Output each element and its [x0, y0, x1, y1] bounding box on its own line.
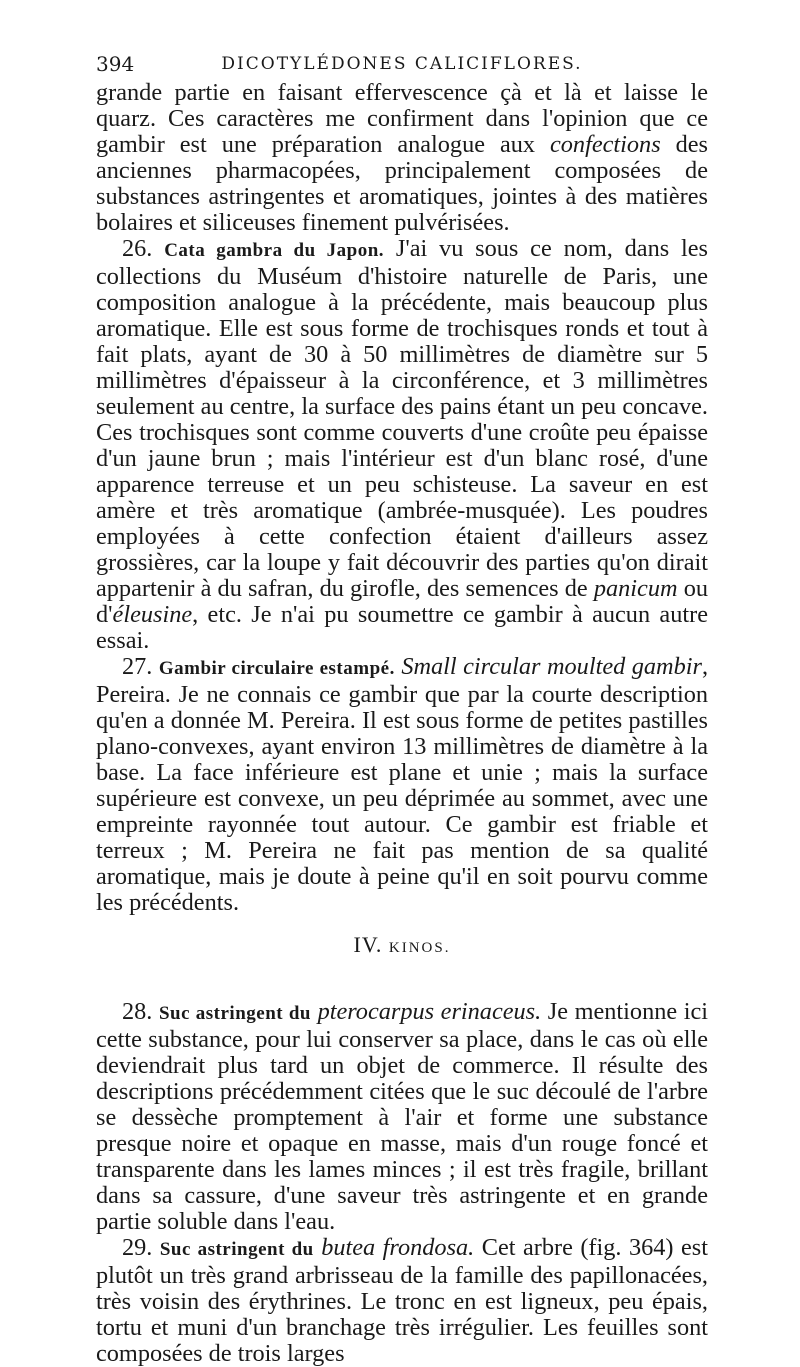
running-title: DICOTYLÉDONES CALICIFLORES.	[221, 54, 583, 74]
entry-number: 26.	[122, 235, 153, 262]
paragraph-intro	[96, 80, 708, 236]
paragraph-26	[96, 236, 708, 654]
page-number: 394	[96, 52, 135, 76]
text-run: des anciennes pharmacopées, principalement composées de substances astringentes et aromatiques, jointes à des matières bolaires et siliceuses finement pulvérisées.	[96, 131, 708, 236]
entry-heading: Suc astringent du	[158, 1003, 311, 1024]
italic-term: Small circular moulted gambir	[401, 653, 702, 680]
body-text	[96, 80, 708, 1367]
text-run: Cet arbre (fig. 364) est plutôt un très grand arbrisseau de la famille des papillonacées, très voisin des érythrines. Le tronc en est ligneux, peu épais, tortu et muni d'un branchage très irrégulier. Les feuilles sont composées de trois larges	[96, 1234, 708, 1367]
section-numeral: IV.	[353, 932, 383, 957]
running-header	[96, 46, 708, 80]
section-title: KINOS.	[388, 940, 451, 956]
section-heading	[96, 932, 708, 961]
paragraph-29	[96, 1235, 708, 1367]
italic-term: butea frondosa.	[321, 1234, 475, 1261]
italic-term: pterocarpus erinaceus.	[317, 998, 542, 1025]
paragraph-27	[96, 654, 708, 916]
italic-term: confections	[550, 131, 661, 158]
entry-heading: Gambir circulaire estampé.	[158, 658, 395, 679]
italic-term: éleusine	[112, 601, 193, 628]
text-run: J'ai vu sous ce nom, dans les collections du Muséum d'histoire naturelle de Paris, une composition analogue à la précédente, mais beaucoup plus aromatique. Elle est sous forme de trochisques ronds et tout à fait plats, ayant de 30 à 50 millimètres de diamètre sur 5 millimètres d'épaisseur à la circonférence, et 3 millimètres seulement au centre, la surface des pains étant un peu concave. Ces trochisques sont comme couverts d'une croûte peu épaisse d'un jaune brun ; mais l'intérieur est d'un blanc rosé, d'une apparence terreuse et un peu schisteuse. La saveur en est amère et très aromatique (ambrée-musquée). Les poudres employées à cette confection étaient d'ailleurs assez grossières, car la loupe y fait découvrir des parties qu'on dirait appartenir à du safran, du girofle, des semences de	[96, 235, 708, 602]
text-run: , Pereira. Je ne connais ce gambir que par la courte description qu'en a donnée M. Pereira. Il est sous forme de petites pastilles plano-convexes, ayant environ 13 millimètres de diamètre à la base. La face inférieure est plane et unie ; mais la surface supérieure est convexe, un peu déprimée au sommet, avec une empreinte rayonnée tout autour. Ce gambir est friable et terreux ; M. Pereira ne fait pas mention de sa qualité aromatique, mais je doute à peine qu'il en soit pourvu comme les précédents.	[96, 653, 709, 916]
text-run: , etc. Je n'ai pu soumettre ce gambir à aucun autre essai.	[96, 601, 708, 654]
italic-term: panicum	[593, 575, 678, 602]
text-run: Je mentionne ici cette substance, pour lui conserver sa place, dans le cas où elle deviendrait plus tard un objet de commerce. Il résulte des descriptions précédemment citées que le suc découlé de l'arbre se dessèche promptement à l'air et forme une substance presque noire et opaque en masse, mais d'un rouge foncé et transparente dans les lames minces ; il est très fragile, brillant dans sa cassure, d'une saveur très astringente et en grande partie soluble dans l'eau.	[96, 998, 709, 1235]
entry-heading: Cata gambra du Japon.	[164, 240, 385, 261]
entry-number: 28.	[122, 998, 153, 1025]
text-run: grande partie en faisant effervescence çà et là et laisse le quarz. Ces caractères me confirment dans l'opinion que ce gambir est une préparation analogue aux	[96, 79, 708, 158]
entry-heading: Suc astringent du	[159, 1239, 314, 1260]
paragraph-28	[96, 999, 708, 1235]
text-run: ou d'	[96, 575, 708, 628]
entry-number: 27.	[122, 653, 153, 680]
entry-number: 29.	[122, 1234, 153, 1261]
